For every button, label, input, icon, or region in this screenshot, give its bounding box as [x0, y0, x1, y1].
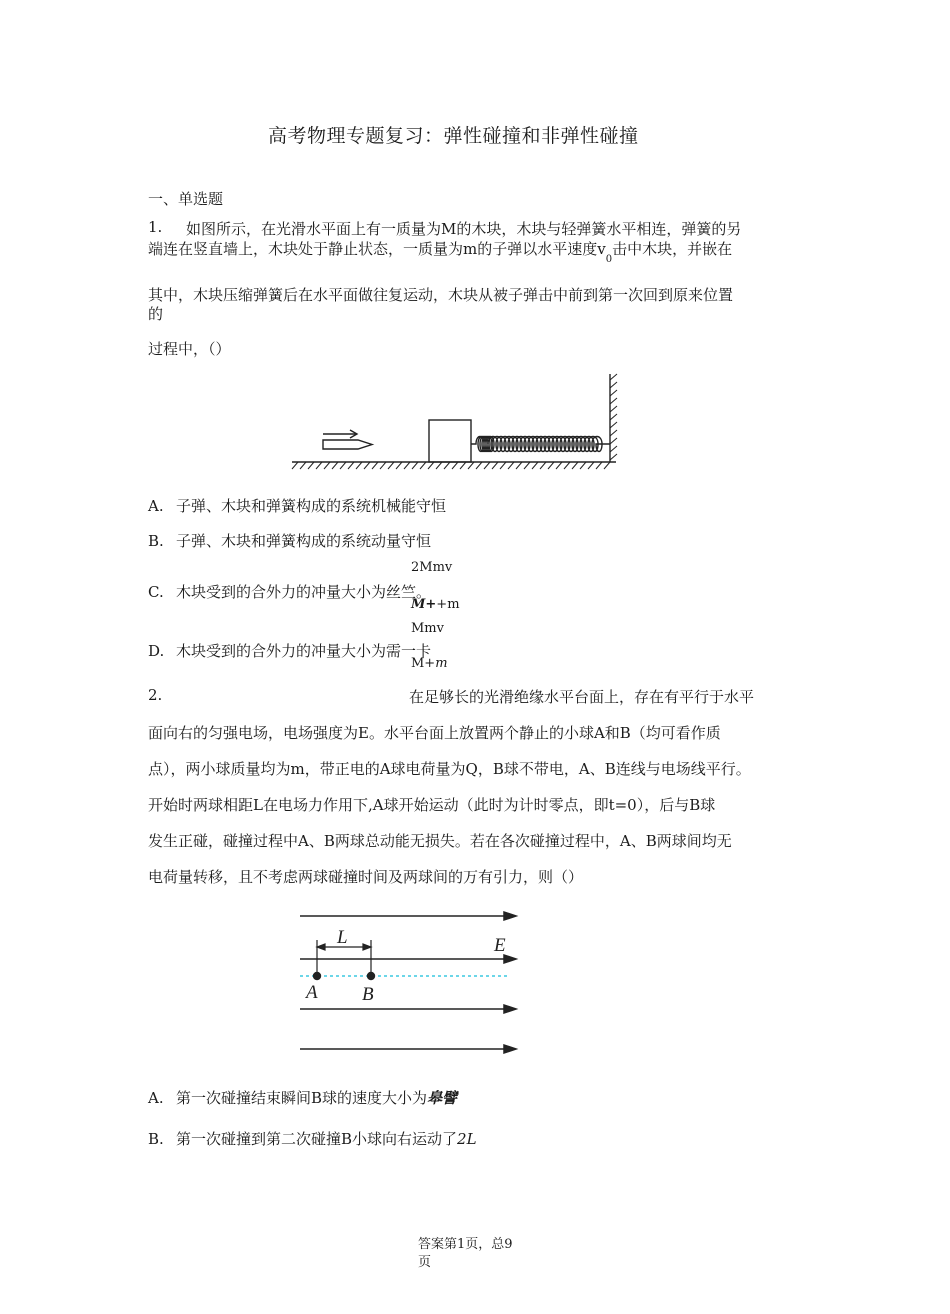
field-arrowhead-1: [504, 912, 516, 920]
q2-line-3: 点），两小球质量均为m，带正电的A球电荷量为Q，B球不带电，A、B连线与电场线平行。: [148, 760, 751, 778]
label-a: A: [306, 982, 318, 1003]
q2-number: 2.: [148, 686, 163, 704]
wall-hatching: [610, 374, 617, 460]
q1-number: 1.: [148, 218, 163, 236]
q2-line-4: 开始时两球相距L在电场力作用下,A球开始运动（此时为计时零点，即t=0），后与B球: [148, 796, 716, 814]
q2-option-b[interactable]: B. 第一次碰撞到第二次碰撞B小球向右运动了2L: [148, 1130, 477, 1148]
field-arrowhead-3: [504, 1005, 516, 1013]
q1-option-c[interactable]: C. 木块受到的合外力的冲量大小为丝竺。: [148, 583, 432, 601]
q1-option-d[interactable]: D. 木块受到的合外力的冲量大小为需一卡: [148, 642, 432, 660]
dim-arrow-right: [363, 944, 371, 950]
label-b: B: [362, 984, 374, 1005]
ground-hatching: [292, 462, 610, 469]
dim-arrow-left: [317, 944, 325, 950]
field-arrowhead-2: [504, 955, 516, 963]
q2-line-5: 发生正碰，碰撞过程中A、B两球总动能无损失。若在各次碰撞过程中，A、B两球间均无: [148, 832, 732, 850]
footer-page-info-wrap: 页: [418, 1255, 432, 1270]
field-arrowhead-4: [504, 1045, 516, 1053]
ball-a: [313, 972, 320, 979]
q2-line-6: 电荷量转移，且不考虑两球碰撞时间及两球间的万有引力，则（）: [148, 868, 584, 886]
label-e: E: [494, 935, 506, 956]
q1-option-d-numerator: Mmv: [411, 621, 444, 636]
q2-line-2: 面向右的匀强电场，电场强度为E。水平台面上放置两个静止的小球A和B（均可看作质: [148, 724, 721, 742]
spring-coil-right: [488, 437, 610, 452]
q1-option-a[interactable]: A. 子弹、木块和弹簧构成的系统机械能守恒: [148, 497, 447, 515]
q1-line-2: 端连在竖直墙上，木块处于静止状态，一质量为m的子弹以水平速度$v_0$击中木块，并嵌在: [148, 240, 733, 265]
bullet: [323, 440, 372, 449]
page-title: 高考物理专题复习：弹性碰撞和非弹性碰撞: [268, 125, 639, 147]
section-heading: 一、单选题: [148, 190, 224, 208]
q1-option-d-denominator: M+m: [411, 656, 448, 671]
v0-subscript: 0: [605, 254, 613, 265]
q2-option-a[interactable]: A. 第一次碰撞结束瞬间B球的速度大小为皋譬: [148, 1089, 458, 1107]
spring-coil: [471, 437, 494, 452]
q1-option-b[interactable]: B. 子弹、木块和弹簧构成的系统动量守恒: [148, 532, 432, 550]
q1-option-c-numerator: 2Mmv: [411, 560, 453, 575]
ball-b: [367, 972, 374, 979]
q2-line-1: 在足够长的光滑绝缘水平台面上，存在有平行于水平: [409, 688, 755, 706]
q1-line-1: 如图所示，在光滑水平面上有一质量为M的木块，木块与轻弹簧水平相连，弹簧的另: [186, 220, 742, 238]
q1-line-3: 其中，木块压缩弹簧后在水平面做往复运动，木块从被子弹击中前到第一次回到原来位置: [148, 286, 734, 304]
q1-line-5: 过程中，（）: [148, 340, 231, 358]
wooden-block: [429, 420, 471, 462]
q1-option-c-denominator: M++m: [411, 597, 460, 612]
q1-figure: [290, 372, 620, 472]
label-l: L: [337, 927, 348, 948]
q1-line-4: 的: [148, 305, 164, 323]
footer-page-info: 答案第1页，总9: [418, 1237, 513, 1252]
q2-figure: [296, 906, 526, 1056]
